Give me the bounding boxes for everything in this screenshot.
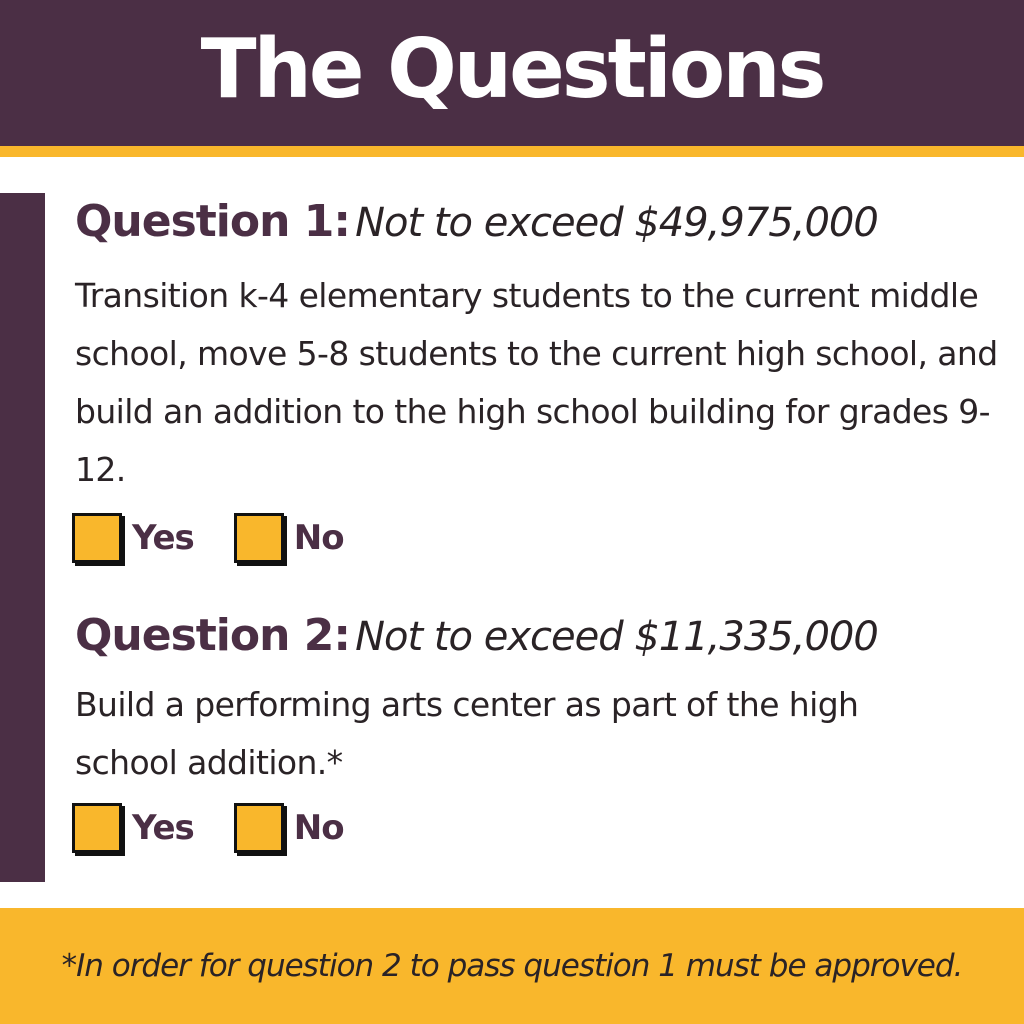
question-1-amount: Not to exceed $49,975,000 xyxy=(355,200,878,246)
header-accent-stripe xyxy=(0,146,1024,157)
question-1-yes-option[interactable] xyxy=(72,513,194,563)
question-2-options xyxy=(72,803,344,853)
left-accent-bar xyxy=(0,193,45,882)
question-1-no-option[interactable] xyxy=(234,513,344,563)
page-title: The Questions xyxy=(200,22,824,117)
question-2-no-label: No xyxy=(293,808,344,848)
header-banner xyxy=(0,0,1024,146)
question-1 xyxy=(75,193,1005,499)
question-1-no-checkbox[interactable] xyxy=(234,513,284,563)
question-1-heading xyxy=(75,193,1005,260)
question-2-amount: Not to exceed $11,335,000 xyxy=(355,614,878,660)
question-2-no-checkbox[interactable] xyxy=(234,803,284,853)
question-2-label: Question 2: xyxy=(75,610,350,661)
question-2-yes-option[interactable] xyxy=(72,803,194,853)
footnote: *In order for question 2 to pass question 1 must be approved. xyxy=(61,948,963,984)
question-1-yes-label: Yes xyxy=(132,518,194,558)
question-2-yes-checkbox[interactable] xyxy=(72,803,122,853)
question-2-no-option[interactable] xyxy=(234,803,344,853)
question-1-no-label: No xyxy=(293,518,344,558)
question-2-yes-label: Yes xyxy=(132,808,194,848)
question-2-heading xyxy=(75,607,1005,674)
footer-banner xyxy=(0,908,1024,1024)
question-1-yes-checkbox[interactable] xyxy=(72,513,122,563)
question-1-label: Question 1: xyxy=(75,196,350,247)
question-1-description: Transition k-4 elementary students to the current middle school, move 5-8 students to the current high school, and build an addition to the high school building for grades 9-12. xyxy=(75,276,998,489)
question-1-options xyxy=(72,513,344,563)
question-2 xyxy=(75,607,1005,792)
question-2-description: Build a performing arts center as part of the high school addition.* xyxy=(75,685,859,782)
